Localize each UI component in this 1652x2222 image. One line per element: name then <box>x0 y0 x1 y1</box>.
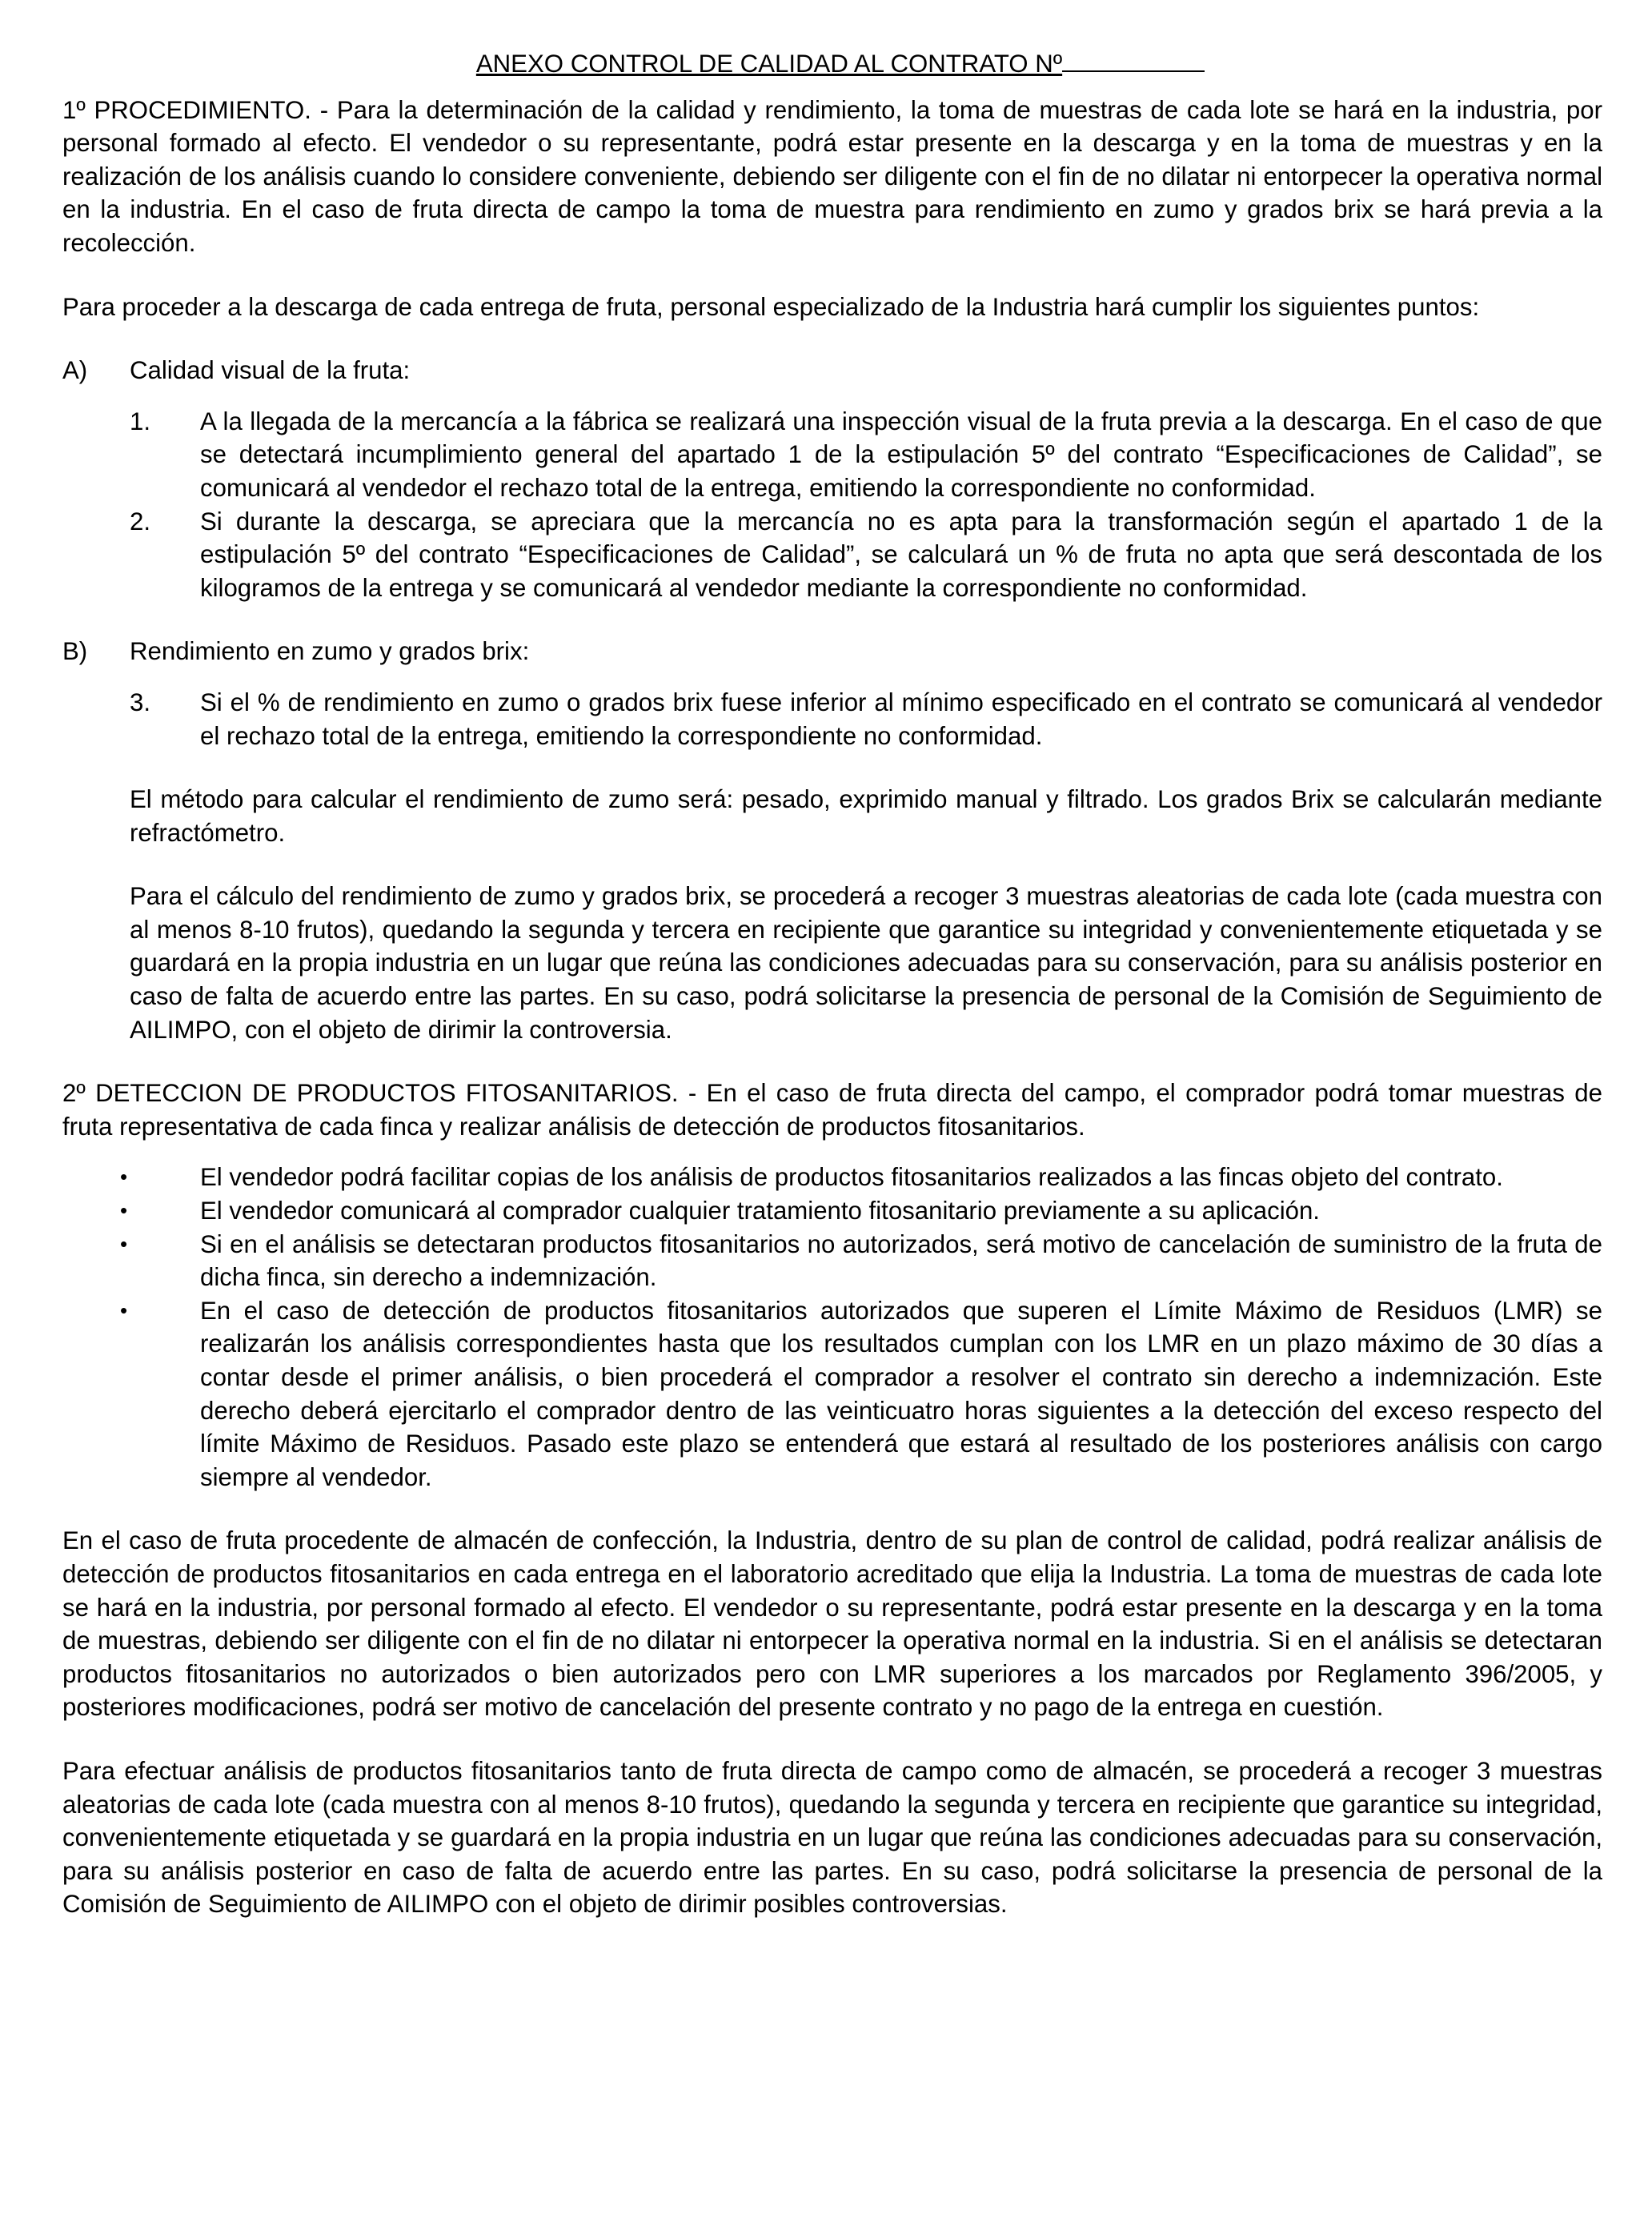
section-a-letter: A) <box>62 356 88 385</box>
bullet-item <box>120 1161 1602 1194</box>
section-b-heading <box>62 635 1602 668</box>
document-page <box>62 46 1602 1921</box>
bullet-icon: • <box>120 1198 128 1223</box>
list-item-text: Si durante la descarga, se apreciara que la mercancía no es apta para la transformación según el apartado 1 de la estipulación 5º del contrato “Especificaciones de Calidad”, se calculará un % de fruta no apta que será descontada de los kilogramos de la entrega y se comunicará al vendedor mediante la correspondiente no conformidad. <box>200 507 1602 602</box>
title-text: ANEXO CONTROL DE CALIDAD AL CONTRATO Nº <box>475 50 1063 78</box>
contract-number-blank <box>1062 46 1205 72</box>
document-title <box>62 46 1602 81</box>
method-paragraph: El método para calcular el rendimiento de zumo será: pesado, exprimido manual y filtrado. Los grados Brix se calcularán mediante refractómetro. <box>130 785 1602 847</box>
bullet-text: En el caso de detección de productos fitosanitarios autorizados que superen el Límite Máximo de Residuos (LMR) se realizarán los análisis correspondientes hasta que los resultados cumplan con los LMR en un plazo máximo de 30 días a contar desde el primer análisis, o bien procederá el comprador a resolver el contrato sin derecho a indemnización. Este derecho deberá ejercitarlo el comprador dentro de las veinticuatro horas siguientes a la detección del exceso respecto del límite Máximo de Residuos. Pasado este plazo se entenderá que estará al resultado de los posteriores análisis con cargo siempre al vendedor. <box>200 1296 1602 1491</box>
bullet-icon: • <box>120 1231 128 1256</box>
section-a-title: Calidad visual de la fruta: <box>130 356 411 385</box>
bullet-item <box>120 1294 1602 1494</box>
list-item <box>130 405 1602 505</box>
bullet-icon: • <box>120 1298 128 1322</box>
list-item <box>130 686 1602 752</box>
procedure-paragraph: 1º PROCEDIMIENTO. - Para la determinación de la calidad y rendimiento, la toma de muestras de cada lote se hará en la industria, por personal formado al efecto. El vendedor o su representante, podrá estar presente en la descarga y en la toma de muestras y en la realización de los análisis cuando lo considere conveniente, debiendo ser diligente con el fin de no dilatar ni entorpecer la operativa normal en la industria. En el caso de fruta directa de campo la toma de muestra para rendimiento en zumo y grados brix se hará previa a la recolección. <box>62 95 1602 257</box>
phytosanitary-paragraph: 2º DETECCION DE PRODUCTOS FITOSANITARIOS. - En el caso de fruta directa del campo, el comprador podrá tomar muestras de fruta representativa de cada finca y realizar análisis de detección de productos fitosanitarios. <box>62 1079 1602 1141</box>
list-item-number: 2. <box>130 507 151 535</box>
warehouse-fruit-paragraph: En el caso de fruta procedente de almacén de confección, la Industria, dentro de su plan de control de calidad, podrá realizar análisis de detección de productos fitosanitarios en cada entrega en el laboratorio acreditado que elija la Industria. La toma de muestras de cada lote se hará en la industria, por personal formado al efecto. El vendedor o su representante, podrá estar presente en la descarga y en la toma de muestras, debiendo ser diligente con el fin de no dilatar ni entorpecer la operativa normal en la industria. Si en el análisis se detectaran productos fitosanitarios no autorizados o bien autorizados pero con LMR superiores a los marcados por Reglamento 396/2005, y posteriores modificaciones, podrá ser motivo de cancelación del presente contrato y no pago de la entrega en cuestión. <box>62 1526 1602 1722</box>
section-b-letter: B) <box>62 637 88 666</box>
list-item-text: Si el % de rendimiento en zumo o grados brix fuese inferior al mínimo especificado en el contrato se comunicará al vendedor el rechazo total de la entrega, emitiendo la correspondiente no conformidad. <box>200 688 1602 750</box>
bullet-icon: • <box>120 1165 128 1189</box>
sampling-paragraph: Para el cálculo del rendimiento de zumo y grados brix, se procederá a recoger 3 muestras aleatorias de cada lote (cada muestra con al menos 8-10 frutos), quedando la segunda y tercera en recipiente que garantice su integridad y convenientemente etiquetada y se guardará en la propia industria en un lugar que reúna las condiciones adecuadas para su conservación, para su análisis posterior en caso de falta de acuerdo entre las partes. En su caso, podrá solicitarse la presencia de personal de la Comisión de Seguimiento de AILIMPO, con el objeto de dirimir la controversia. <box>130 882 1602 1044</box>
section-b-title: Rendimiento en zumo y grados brix: <box>130 637 530 666</box>
list-item-number: 3. <box>130 688 151 716</box>
bullet-item <box>120 1194 1602 1228</box>
bullet-text: Si en el análisis se detectaran productos fitosanitarios no autorizados, será motivo de cancelación de suministro de la fruta de dicha finca, sin derecho a indemnización. <box>200 1229 1602 1292</box>
unloading-intro-paragraph: Para proceder a la descarga de cada entrega de fruta, personal especializado de la Industria hará cumplir los siguientes puntos: <box>62 292 1480 321</box>
list-item-number: 1. <box>130 407 151 435</box>
bullet-text: El vendedor podrá facilitar copias de los análisis de productos fitosanitarios realizados a las fincas objeto del contrato. <box>200 1163 1503 1192</box>
list-item-text: A la llegada de la mercancía a la fábrica se realizará una inspección visual de la fruta previa a la descarga. En el caso de que se detectará incumplimiento general del apartado 1 de la estipulación 5º del contrato “Especificaciones de Calidad”, se comunicará al vendedor el rechazo total de la entrega, emitiendo la correspondiente no conformidad. <box>200 407 1602 502</box>
analysis-sampling-paragraph: Para efectuar análisis de productos fitosanitarios tanto de fruta directa de campo como de almacén, se procederá a recoger 3 muestras aleatorias de cada lote (cada muestra con al menos 8-10 frutos), quedando la segunda y tercera en recipiente que garantice su integridad, convenientemente etiquetada y se guardará en la propia industria en un lugar que reúna las condiciones adecuadas para su conservación, para su análisis posterior en caso de falta de acuerdo entre las partes. En su caso, podrá solicitarse la presencia de personal de la Comisión de Seguimiento de AILIMPO con el objeto de dirimir posibles controversias. <box>62 1756 1602 1919</box>
section-a-heading <box>62 354 1602 387</box>
bullet-text: El vendedor comunicará al comprador cualquier tratamiento fitosanitario previamente a su aplicación. <box>200 1197 1320 1225</box>
bullet-item <box>120 1228 1602 1294</box>
list-item <box>130 505 1602 605</box>
